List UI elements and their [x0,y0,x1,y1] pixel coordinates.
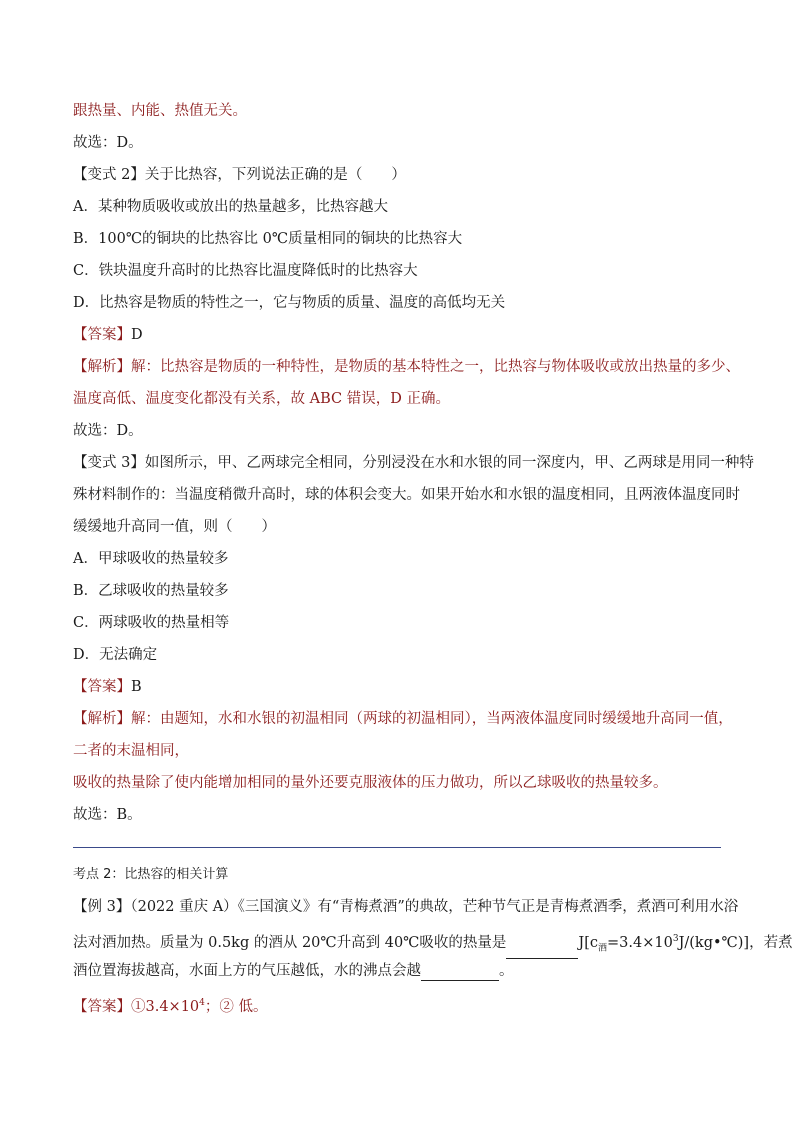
answer-select [73,805,142,825]
answer-select [73,421,143,441]
answer-marker: ② [219,998,234,1015]
formula-text: J/(kg•℃)]，若煮 [678,934,793,951]
analysis-text: 温度高低、温度变化都没有关系，故 ABC 错误，D 正确。 [73,391,450,407]
analysis-tag: 【解析】 [73,359,131,375]
option-text: C．两球吸收的热量相等 [73,615,230,631]
analysis-text: 解：由题知，水和水银的初温相同（两球的初温相同），当两液体温度同时缓缓地升高同一值， [131,711,733,727]
formula-text: J[c [578,934,598,951]
answer-select-text: 故选：B。 [73,807,142,823]
example-stem: （2022 重庆 A）《三国演义》有“青梅煮酒”的典故，芒种节气正是青梅煮酒季，煮酒可利用水浴 [130,899,739,915]
answer-blank[interactable] [506,942,578,959]
answer-tag: 【答案】 [73,998,131,1015]
section-heading [73,865,228,885]
question-stem: 如图所示，甲、乙两球完全相同，分别浸没在水和水银的同一深度内，甲、乙两球是用同一种特 [144,455,754,471]
question-stem-line [73,517,276,537]
answer-line [73,993,268,1017]
section-divider [73,847,721,848]
superscript: 4 [199,998,205,1008]
answer-select: 故选：D。 [73,135,143,151]
option-text: A．某种物质吸收或放出的热量越多，比热容越大 [73,199,388,215]
option-c [73,261,418,281]
question-tag: 【变式 2】 [73,167,145,183]
question-tag: 【变式 3】 [73,455,145,471]
question-stem-line [73,485,740,505]
option-c [73,613,229,633]
example-stem: 法对酒加热。质量为 0.5kg 的酒从 20℃升高到 40℃吸收的热量是 [73,934,507,951]
analysis-line [73,357,740,377]
punctuation: ； [204,998,220,1015]
subscript: 酒 [598,943,608,954]
option-a [73,549,228,569]
answer-value: 3.4×10 [145,998,200,1015]
answer-select-text: 故选：D。 [73,423,143,439]
example-stem-line [73,961,514,981]
option-b [73,581,229,601]
answer-value: D [131,327,143,343]
question-variant-2 [73,165,406,185]
answer-line [73,677,142,697]
analysis-text: 跟热量、内能、热值无关。 [73,103,247,119]
superscript: 3 [672,934,679,944]
answer-tag: 【答案】 [73,679,131,695]
question-stem: 缓缓地升高同一值，则（ ） [73,519,276,535]
text-line [73,133,143,153]
analysis-line [73,741,189,761]
answer-line [73,325,143,345]
answer-tag: 【答案】 [73,327,131,343]
option-text: D．无法确定 [73,647,158,663]
option-d [73,645,157,665]
option-text: B．乙球吸收的热量较多 [73,583,229,599]
example-3 [73,897,738,917]
question-stem: 殊材料制作的：当温度稍微升高时，球的体积会变大。如果开始水和水银的温度相同，且两液体温度同时 [73,487,740,503]
formula-text: =3.4×10 [607,934,673,951]
example-stem: 酒位置海拔越高，水面上方的气压越低，水的沸点会越 [73,963,421,979]
option-d [73,293,505,313]
analysis-text: 二者的末温相同， [73,743,189,759]
answer-value: 低。 [233,998,268,1015]
question-stem: 关于比热容，下列说法正确的是（ ） [144,167,406,183]
analysis-line [73,773,668,793]
analysis-tag: 【解析】 [73,711,131,727]
answer-blank[interactable] [421,964,499,981]
answer-value: B [131,679,142,695]
option-text: C．铁块温度升高时的比热容比温度降低时的比热容大 [73,263,418,279]
analysis-line [73,709,733,729]
example-stem-line [73,929,793,959]
option-text: D．比热容是物质的特性之一，它与物质的质量、温度的高低均无关 [73,295,506,311]
option-text: B．100℃的铜块的比热容比 0℃质量相同的铜块的比热容大 [73,231,463,247]
analysis-text: 解：比热容是物质的一种特性，是物质的基本特性之一，比热容与物体吸收或放出热量的多少、 [131,359,740,375]
punctuation: 。 [499,963,514,979]
text-line [73,101,247,121]
analysis-line [73,389,450,409]
answer-marker: ① [131,998,146,1015]
analysis-text: 吸收的热量除了使内能增加相同的量外还要克服液体的压力做功，所以乙球吸收的热量较多。 [73,775,668,791]
example-tag: 【例 3】 [73,899,131,915]
option-text: A．甲球吸收的热量较多 [73,551,229,567]
option-a [73,197,388,217]
option-b [73,229,462,249]
question-variant-3 [73,453,754,473]
section-title: 考点 2：比热容的相关计算 [73,867,229,882]
